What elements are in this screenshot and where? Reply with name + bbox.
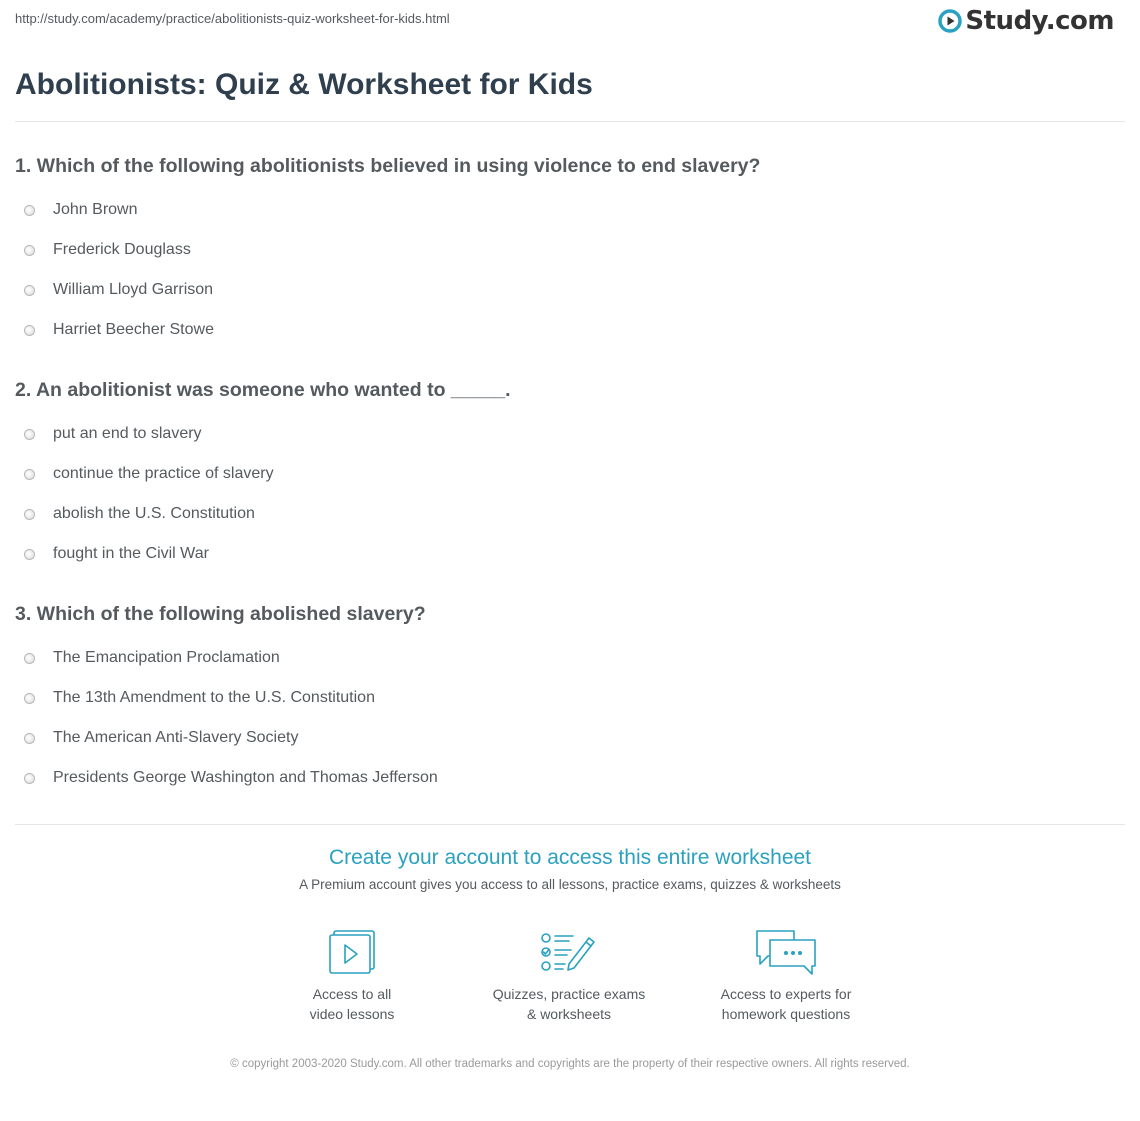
feature-label: & worksheets — [526, 1006, 612, 1022]
answer-label: William Lloyd Garrison — [53, 281, 214, 298]
answer-option[interactable] — [15, 454, 1115, 494]
radio-button[interactable] — [24, 205, 35, 216]
answer-option[interactable] — [15, 310, 1115, 350]
radio-button[interactable] — [24, 773, 35, 784]
copyright-text: © copyright 2003-2020 Study.com. All other trademarks and copyrights are the property of their respective owners. All rights reserved. — [230, 1058, 910, 1070]
question-3 — [15, 602, 1115, 798]
feature-label: Access to experts for — [720, 986, 852, 1002]
radio-button[interactable] — [24, 549, 35, 560]
answer-option[interactable] — [15, 270, 1115, 310]
answer-label: abolish the U.S. Constitution — [53, 505, 255, 522]
answer-option[interactable] — [15, 190, 1115, 230]
logo-text: Study.com — [965, 6, 1114, 36]
answer-option[interactable] — [15, 718, 1115, 758]
feature-video-lessons — [252, 928, 452, 1024]
radio-button[interactable] — [24, 429, 35, 440]
divider — [15, 121, 1125, 122]
radio-button[interactable] — [24, 653, 35, 664]
radio-button[interactable] — [24, 509, 35, 520]
study-logo[interactable] — [938, 6, 1114, 36]
video-lessons-icon — [326, 928, 378, 976]
divider — [15, 824, 1125, 825]
answer-label: continue the practice of slavery — [53, 465, 274, 482]
feature-label: homework questions — [721, 1006, 851, 1022]
answer-option[interactable] — [15, 494, 1115, 534]
cta-subtitle: A Premium account gives you access to all lessons, practice exams, quizzes & worksheets — [299, 877, 841, 892]
radio-button[interactable] — [24, 469, 35, 480]
answer-option[interactable] — [15, 678, 1115, 718]
chat-bubbles-icon — [754, 928, 818, 976]
answer-option[interactable] — [15, 638, 1115, 678]
radio-button[interactable] — [24, 693, 35, 704]
create-account-link[interactable]: Create your account to access this entire worksheet — [328, 846, 812, 869]
answer-label: Presidents George Washington and Thomas Jefferson — [53, 769, 438, 786]
question-text: 1. Which of the following abolitionists believed in using violence to end slavery? — [15, 155, 761, 177]
answer-option[interactable] — [15, 534, 1115, 574]
play-circle-icon — [938, 9, 962, 33]
radio-button[interactable] — [24, 285, 35, 296]
question-1 — [15, 154, 1115, 350]
radio-button[interactable] — [24, 733, 35, 744]
quiz-checklist-icon — [539, 928, 599, 976]
answer-label: The 13th Amendment to the U.S. Constitution — [53, 689, 375, 706]
answer-option[interactable] — [15, 414, 1115, 454]
answer-option[interactable] — [15, 230, 1115, 270]
answer-label: The American Anti-Slavery Society — [53, 729, 299, 746]
question-text: 3. Which of the following abolished slavery? — [15, 603, 426, 625]
answer-option[interactable] — [15, 758, 1115, 798]
radio-button[interactable] — [24, 325, 35, 336]
question-2 — [15, 378, 1115, 574]
page-url: http://study.com/academy/practice/abolitionists-quiz-worksheet-for-kids.html — [15, 11, 450, 26]
feature-experts — [686, 928, 886, 1024]
answer-label: put an end to slavery — [53, 425, 202, 442]
answer-label: Harriet Beecher Stowe — [53, 321, 214, 338]
question-text: 2. An abolitionist was someone who wanted to _____. — [15, 379, 511, 401]
answer-label: John Brown — [53, 201, 138, 218]
answer-label: The Emancipation Proclamation — [53, 649, 280, 666]
radio-button[interactable] — [24, 245, 35, 256]
feature-label: Access to all — [312, 986, 392, 1002]
answer-label: Frederick Douglass — [53, 241, 191, 258]
feature-label: video lessons — [309, 1006, 395, 1022]
feature-quizzes — [469, 928, 669, 1024]
page-title: Abolitionists: Quiz & Worksheet for Kids — [15, 68, 593, 101]
feature-label: Quizzes, practice exams — [492, 986, 646, 1002]
answer-label: fought in the Civil War — [53, 545, 209, 562]
